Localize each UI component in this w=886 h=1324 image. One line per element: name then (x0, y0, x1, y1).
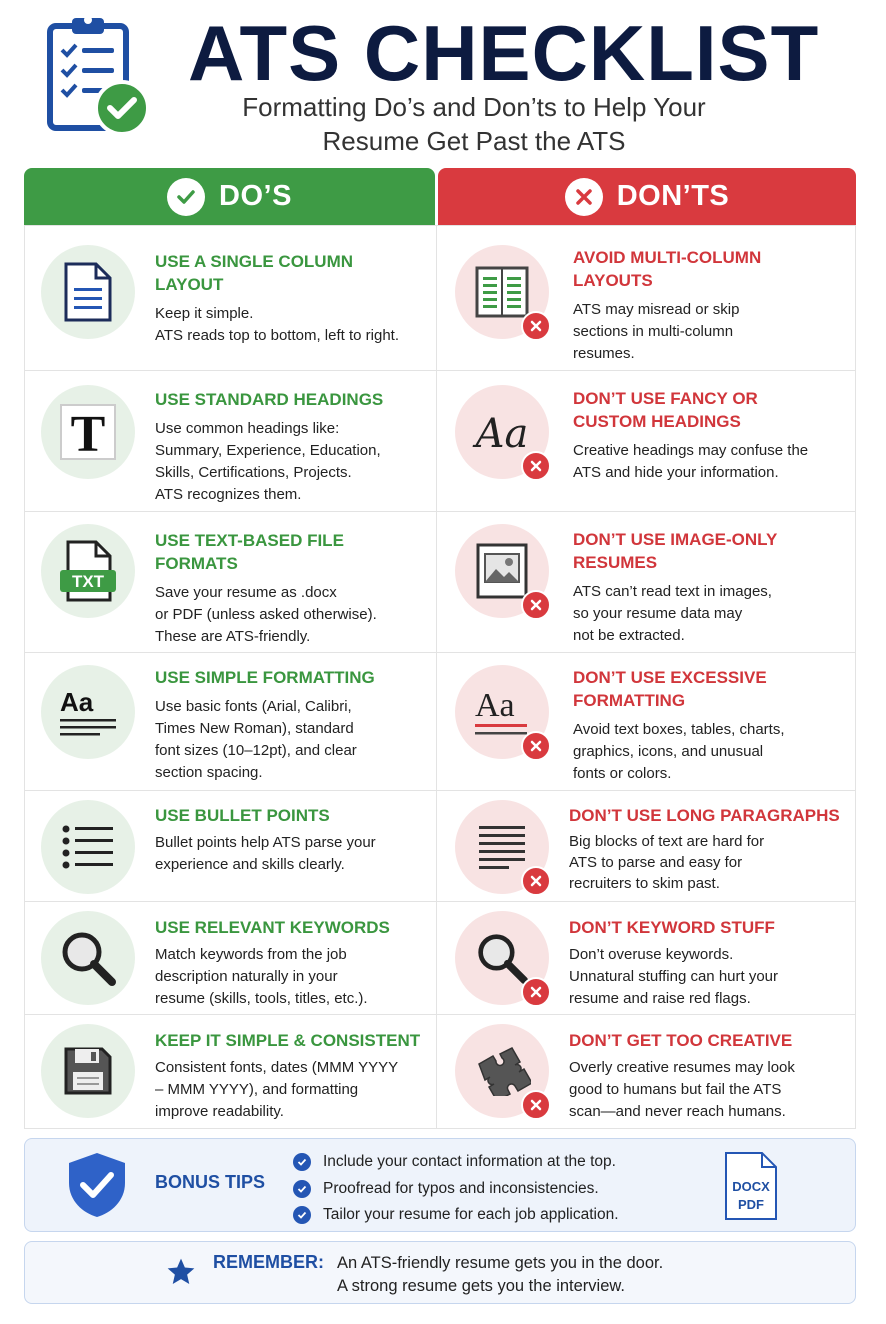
bonus-tip-text: Include your contact information at the top. (323, 1153, 616, 1171)
x-badge-icon (521, 590, 551, 620)
do-icon-circle (41, 385, 135, 479)
do-heading: USE STANDARD HEADINGS (155, 390, 384, 409)
do-icon-circle (41, 911, 135, 1005)
txt-icon-label: TXT (71, 572, 105, 591)
do-item (25, 653, 437, 790)
do-icon-circle (41, 800, 135, 894)
multi-column-icon (474, 265, 530, 319)
dont-item (437, 791, 855, 901)
aa-excessive-icon (471, 684, 533, 740)
dont-item (437, 902, 855, 1014)
header (0, 0, 886, 165)
document-icon (62, 260, 114, 324)
checklist-row (25, 901, 855, 1014)
do-item (25, 512, 437, 652)
dont-body: ATS can’t read text in images, so your resume data may not be extracted. (573, 583, 772, 644)
dont-icon-circle (455, 385, 549, 479)
remember-label: REMEMBER: (213, 1252, 324, 1272)
remember-text: An ATS-friendly resume gets you in the door. A strong resume gets you the interview. (337, 1254, 664, 1295)
puzzle-icon (473, 1046, 531, 1096)
do-icon-circle (41, 1024, 135, 1118)
dont-body: Don’t overuse keywords. Unnatural stuffing can hurt your resume and raise red flags. (569, 946, 779, 1007)
checklist-row (25, 652, 855, 790)
dont-item (437, 653, 855, 790)
letter-t-icon (59, 403, 117, 461)
dont-icon-circle (455, 800, 549, 894)
shield-check-icon (65, 1151, 129, 1219)
star-icon (165, 1256, 197, 1288)
dont-icon-circle (455, 245, 549, 339)
aa-icon-label: Aa (60, 687, 94, 717)
do-body: Bullet points help ATS parse your experience and skills clearly. (155, 834, 376, 873)
txt-file-icon (60, 540, 116, 602)
check-circle-icon (167, 178, 205, 216)
checklist-row (25, 511, 855, 652)
dont-heading: DON’T USE EXCESSIVE FORMATTING (573, 668, 767, 710)
do-body: Save your resume as .docx or PDF (unless asked otherwise). These are ATS-friendly. (155, 584, 377, 645)
dont-heading: DON’T USE FANCY OR CUSTOM HEADINGS (573, 389, 758, 431)
dont-body: Overly creative resumes may look good to humans but fail the ATS scan—and never reach humans. (569, 1059, 795, 1120)
x-badge-icon (521, 311, 551, 341)
donts-column-header (438, 168, 856, 225)
check-circle-icon (293, 1153, 311, 1171)
bullet-list-icon (62, 825, 114, 869)
do-body: Use common headings like: Summary, Experience, Education, Skills, Certifications, Projects. ATS recognizes them. (155, 420, 381, 503)
script-aa-icon (469, 407, 535, 457)
dont-item (437, 512, 855, 652)
dont-icon-circle (455, 1024, 549, 1118)
docx-pdf-file-icon (724, 1151, 778, 1221)
bonus-tips-title: BONUS TIPS (155, 1172, 266, 1192)
magnifier-icon (60, 930, 116, 986)
check-circle-icon (293, 1206, 311, 1224)
dos-label: DO’S (219, 180, 292, 212)
aa-excessive-label: Aa (475, 687, 515, 724)
dont-icon-circle (455, 911, 549, 1005)
dont-item (437, 1015, 855, 1128)
checklist-grid (24, 225, 856, 1129)
do-heading: USE TEXT-BASED FILE FORMATS (155, 531, 344, 573)
do-body: Match keywords from the job description naturally in your resume (skills, tools, titles, etc.). (155, 946, 368, 1007)
docx-label: DOCX (732, 1179, 770, 1194)
do-item (25, 1015, 437, 1128)
do-item (25, 902, 437, 1014)
dont-item (437, 226, 855, 370)
dont-item (437, 371, 855, 511)
do-icon-circle (41, 665, 135, 759)
checklist-row (25, 790, 855, 901)
x-badge-icon (521, 977, 551, 1007)
dont-heading: DON’T KEYWORD STUFF (569, 918, 775, 937)
dont-heading: DON’T USE IMAGE-ONLY RESUMES (573, 530, 778, 572)
dont-body: Big blocks of text are hard for ATS to parse and easy for recruiters to skim past. (569, 833, 765, 892)
dont-body: ATS may misread or skip sections in multi-column resumes. (573, 301, 740, 362)
do-heading: USE RELEVANT KEYWORDS (155, 918, 390, 937)
dos-column-header (24, 168, 435, 225)
x-badge-icon (521, 1090, 551, 1120)
do-heading: KEEP IT SIMPLE & CONSISTENT (155, 1031, 421, 1050)
do-body: Keep it simple. ATS reads top to bottom, left to right. (155, 305, 400, 344)
paragraph-icon (477, 824, 527, 870)
checklist-row (25, 225, 855, 370)
magnifier-icon (476, 932, 528, 984)
x-badge-icon (521, 731, 551, 761)
checklist-row (25, 370, 855, 511)
dont-heading: DON’T GET TOO CREATIVE (569, 1031, 793, 1050)
bonus-tip (293, 1176, 619, 1203)
dont-icon-circle (455, 665, 549, 759)
donts-label: DON’TS (616, 180, 730, 212)
do-body: Consistent fonts, dates (MMM YYYY – MMM YYYY), and formatting improve readability. (155, 1059, 399, 1120)
dont-body: Creative headings may confuse the ATS and hide your information. (573, 442, 809, 481)
x-badge-icon (521, 451, 551, 481)
do-icon-circle (41, 524, 135, 618)
svg-text:T: T (70, 406, 106, 461)
bonus-tip-text: Tailor your resume for each job application. (323, 1206, 619, 1224)
bonus-tips-panel (24, 1138, 856, 1232)
do-item (25, 371, 437, 511)
bonus-tip-text: Proofread for typos and inconsistencies. (323, 1179, 599, 1197)
dont-heading: DON’T USE LONG PARAGRAPHS (569, 806, 840, 825)
do-heading: USE A SINGLE COLUMN LAYOUT (155, 252, 354, 294)
do-item (25, 226, 437, 370)
checklist-row (25, 1014, 855, 1128)
do-icon-circle (41, 245, 135, 339)
bonus-tip (293, 1149, 619, 1176)
do-heading: USE BULLET POINTS (155, 806, 330, 825)
dont-body: Avoid text boxes, tables, charts, graphics, icons, and unusual fonts or colors. (573, 721, 785, 782)
bonus-tip (293, 1202, 619, 1229)
aa-text-icon (58, 687, 118, 737)
pdf-label: PDF (738, 1197, 764, 1212)
clipboard-check-icon (44, 12, 154, 142)
do-heading: USE SIMPLE FORMATTING (155, 668, 375, 687)
floppy-disk-icon (63, 1046, 113, 1096)
page-subtitle: Formatting Do’s and Don’ts to Help Your Resume Get Past the ATS (242, 92, 706, 156)
svg-text:Aa: Aa (475, 411, 529, 457)
check-circle-icon (293, 1180, 311, 1198)
bonus-tips-list (293, 1149, 619, 1229)
remember-panel (24, 1241, 856, 1304)
x-badge-icon (521, 866, 551, 896)
image-icon (475, 542, 529, 600)
dont-icon-circle (455, 524, 549, 618)
dont-heading: AVOID MULTI-COLUMN LAYOUTS (573, 248, 762, 290)
do-item (25, 791, 437, 901)
x-circle-icon (565, 178, 603, 216)
do-body: Use basic fonts (Arial, Calibri, Times New Roman), standard font sizes (10–12pt), and clear section spacing. (155, 698, 357, 781)
page-title: ATS CHECKLIST (188, 9, 820, 97)
